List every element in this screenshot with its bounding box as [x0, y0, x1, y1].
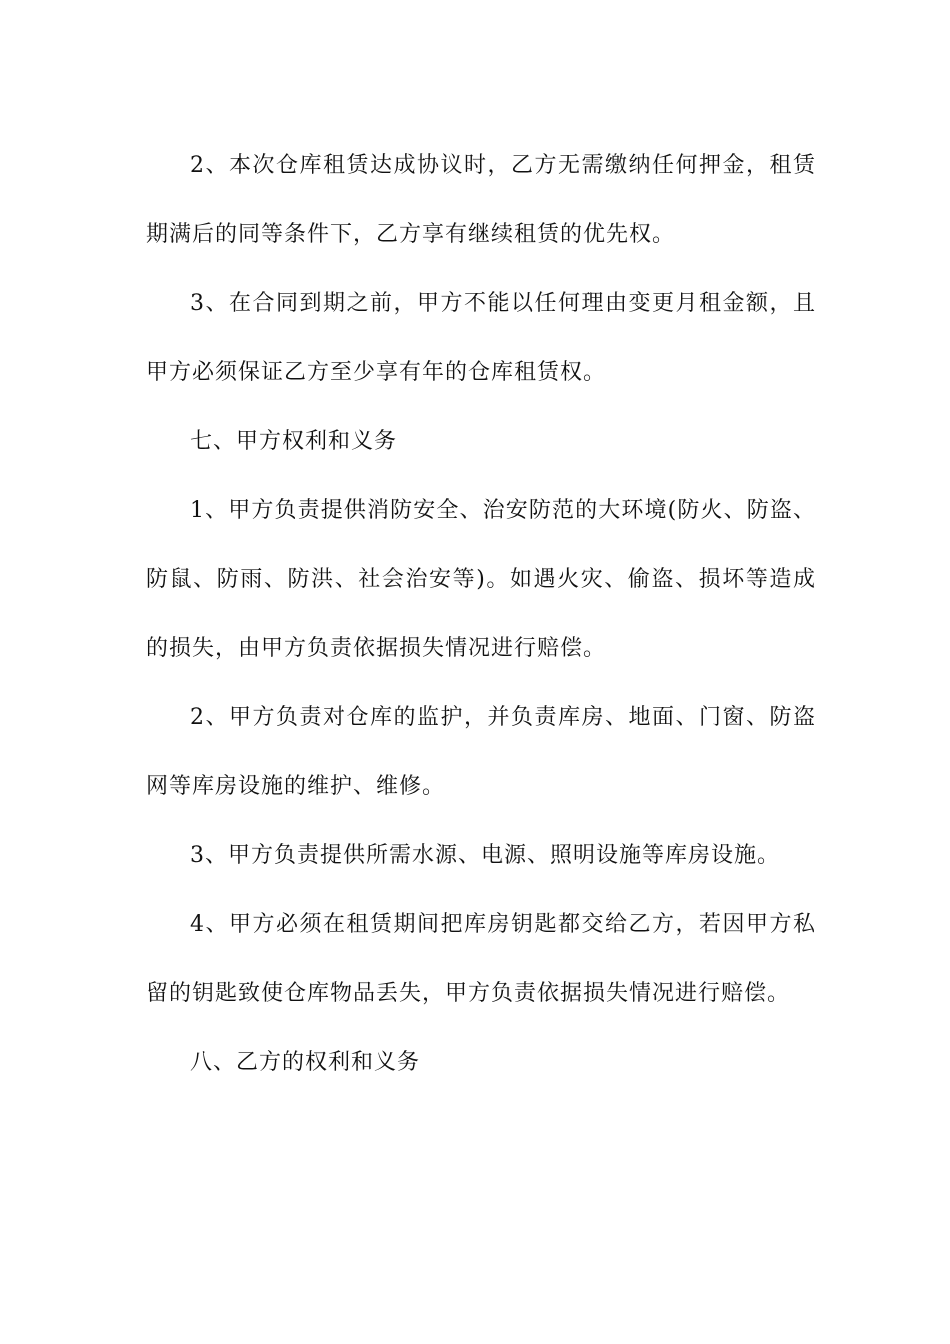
clause-7-4: 4、甲方必须在租赁期间把库房钥匙都交给乙方，若因甲方私留的钥匙致使仓库物品丢失，甲方负责依据损失情况进行赔偿。: [146, 912, 816, 1006]
section-heading-8: 八、乙方的权利和义务: [190, 1050, 421, 1075]
clause-7-1: 1、甲方负责提供消防安全、治安防范的大环境(防火、防盗、防鼠、防雨、防洪、社会治安等)。如遇火灾、偷盗、损坏等造成的损失，由甲方负责依据损失情况进行赔偿。: [146, 498, 816, 661]
clause-7-2: 2、甲方负责对仓库的监护，并负责库房、地面、门窗、防盗网等库房设施的维护、维修。: [146, 705, 816, 799]
clause-6-2: 2、本次仓库租赁达成协议时，乙方无需缴纳任何押金，租赁期满后的同等条件下，乙方享有继续租赁的优先权。: [146, 153, 816, 247]
clause-6-3: 3、在合同到期之前，甲方不能以任何理由变更月租金额，且甲方必须保证乙方至少享有年的仓库租赁权。: [146, 291, 816, 385]
section-heading-7: 七、甲方权利和义务: [190, 429, 398, 454]
clause-7-3: 3、甲方负责提供所需水源、电源、照明设施等库房设施。: [190, 843, 780, 868]
document-body: [146, 131, 816, 1097]
